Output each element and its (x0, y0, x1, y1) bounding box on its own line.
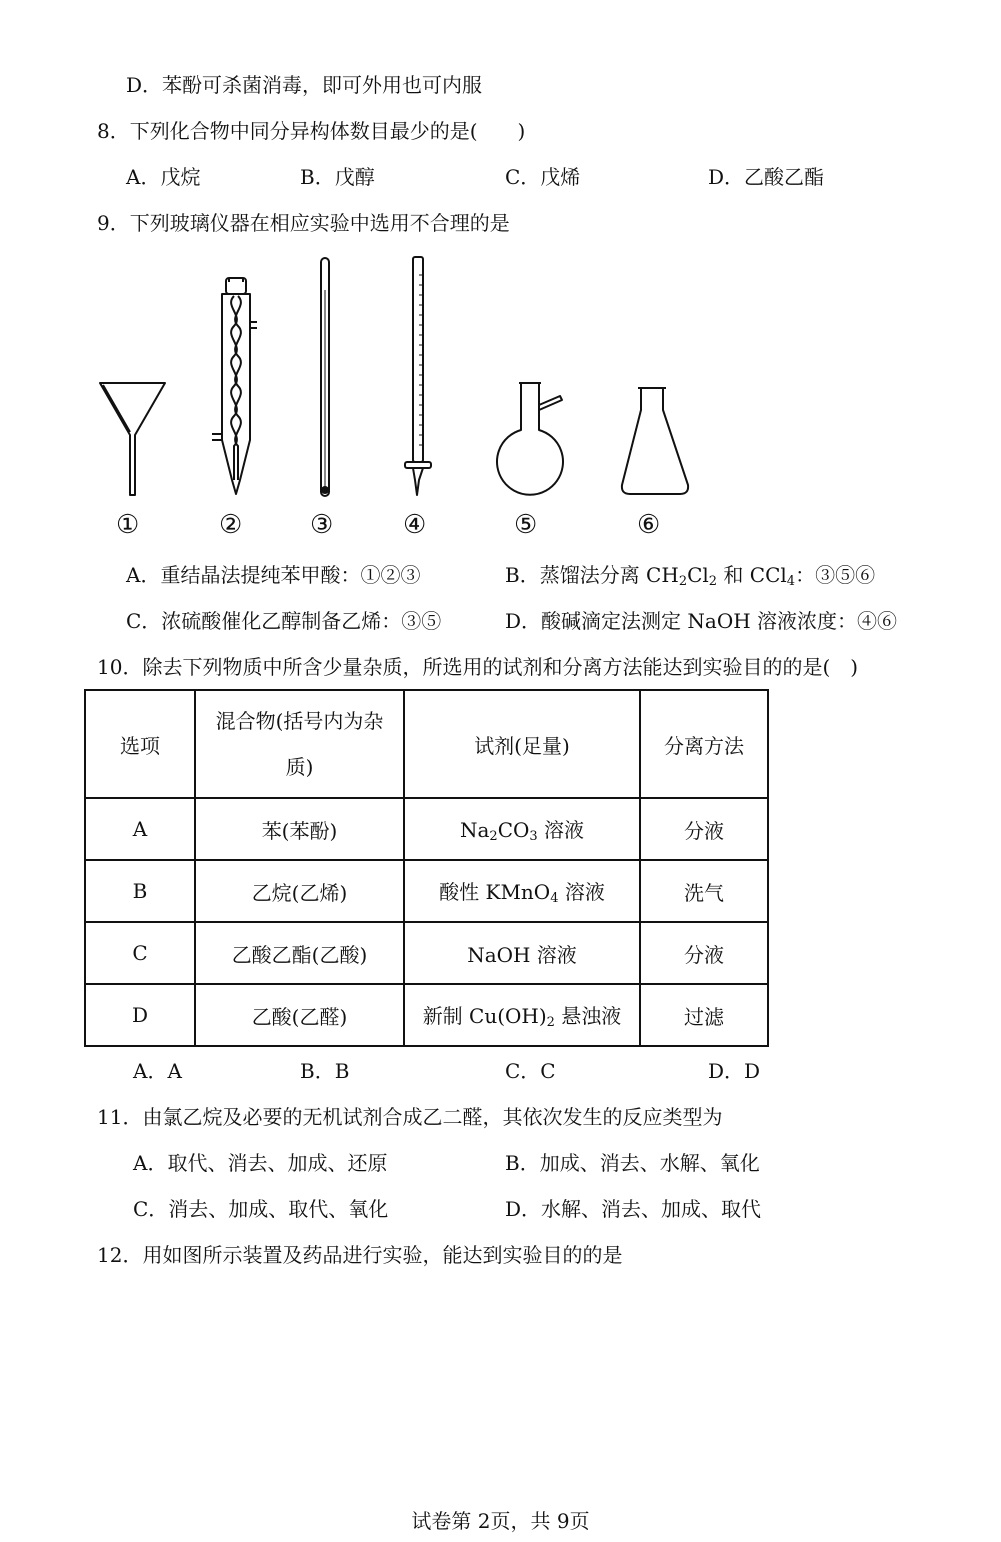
conical-flask-icon (622, 388, 688, 494)
q9-stem: 9．下列玻璃仪器在相应实验中选用不合理的是 (97, 211, 510, 235)
page-footer: 试卷第 2页，共 9页 (411, 1509, 590, 1533)
cell-reagent: 新制 $Cu(OH)_2$ 悬浊液 (404, 984, 640, 1046)
q12-stem: 12．用如图所示装置及药品进行实验，能达到实验目的的是 (97, 1243, 623, 1267)
q8-option-c: C．戊烯 (505, 165, 581, 189)
q8-option-a: A．戊烷 (126, 165, 201, 189)
cell-mixture: 乙酸(乙醛) (195, 984, 404, 1046)
q11-stem: 11．由氯乙烷及必要的无机试剂合成乙二醛，其依次发生的反应类型为 (97, 1105, 723, 1129)
q11-option-b: B．加成、消去、水解、氧化 (505, 1151, 760, 1175)
q10-stem: 10．除去下列物质中所含少量杂质，所选用的试剂和分离方法能达到实验目的的是( ) (97, 655, 859, 679)
q9-option-b: B．蒸馏法分离 $CH_2Cl_2$ 和 CCl$_4$：③⑤⑥ (505, 563, 876, 589)
q9-label-3: ③ (310, 510, 334, 540)
table-row (85, 798, 768, 860)
cell-option: C (85, 922, 195, 984)
q8-option-b: B．戊醇 (300, 165, 375, 189)
q10-option-b: B．B (300, 1059, 350, 1083)
cell-method: 分液 (640, 922, 768, 984)
cell-reagent: 酸性 KMnO$_4$ 溶液 (404, 860, 640, 922)
condenser-icon (212, 278, 257, 494)
q9-option-a: A．重结晶法提纯苯甲酸：①②③ (126, 563, 421, 587)
cell-mixture: 乙酸乙酯(乙酸) (195, 922, 404, 984)
q11-option-a: A．取代、消去、加成、还原 (133, 1151, 388, 1175)
q9-label-4: ④ (403, 510, 427, 540)
q9-label-5: ⑤ (514, 510, 538, 540)
q10-option-c: C．C (505, 1059, 556, 1083)
header-reagent: 试剂(足量) (404, 690, 640, 798)
q10-option-d: D．D (708, 1059, 761, 1083)
table-row (85, 922, 768, 984)
cell-mixture: 苯(苯酚) (195, 798, 404, 860)
cell-reagent: $Na_2CO_3$ 溶液 (404, 798, 640, 860)
cell-option: D (85, 984, 195, 1046)
cell-option: B (85, 860, 195, 922)
thermometer-icon (321, 258, 329, 496)
cell-method: 分液 (640, 798, 768, 860)
q8-stem: 8．下列化合物中同分异构体数目最少的是( ) (97, 119, 526, 143)
cell-method: 过滤 (640, 984, 768, 1046)
burette-icon (405, 257, 431, 495)
q9-label-2: ② (219, 510, 243, 540)
table-header-row (85, 690, 768, 798)
cell-mixture: 乙烷(乙烯) (195, 860, 404, 922)
q9-option-c: C．浓硫酸催化乙醇制备乙烯：③⑤ (126, 609, 442, 633)
q9-label-1: ① (116, 510, 140, 540)
funnel-icon (100, 383, 165, 495)
header-mixture: 混合物(括号内为杂质) (195, 690, 404, 798)
cell-option: A (85, 798, 195, 860)
q10-option-a: A．A (133, 1059, 182, 1083)
q9-option-d: D．酸碱滴定法测定 NaOH 溶液浓度：④⑥ (505, 609, 898, 633)
table-row (85, 860, 768, 922)
q7-option-d: D．苯酚可杀菌消毒，即可外用也可内服 (126, 73, 483, 97)
q10-table (84, 689, 769, 1047)
cell-reagent: NaOH 溶液 (404, 922, 640, 984)
q11-option-c: C．消去、加成、取代、氧化 (133, 1197, 389, 1221)
q8-option-d: D．乙酸乙酯 (708, 165, 825, 189)
q9-label-6: ⑥ (637, 510, 661, 540)
q11-option-d: D．水解、消去、加成、取代 (505, 1197, 762, 1221)
header-option: 选项 (85, 690, 195, 798)
cell-method: 洗气 (640, 860, 768, 922)
header-method: 分离方法 (640, 690, 768, 798)
distilling-flask-icon (497, 383, 563, 495)
table-row (85, 984, 768, 1046)
